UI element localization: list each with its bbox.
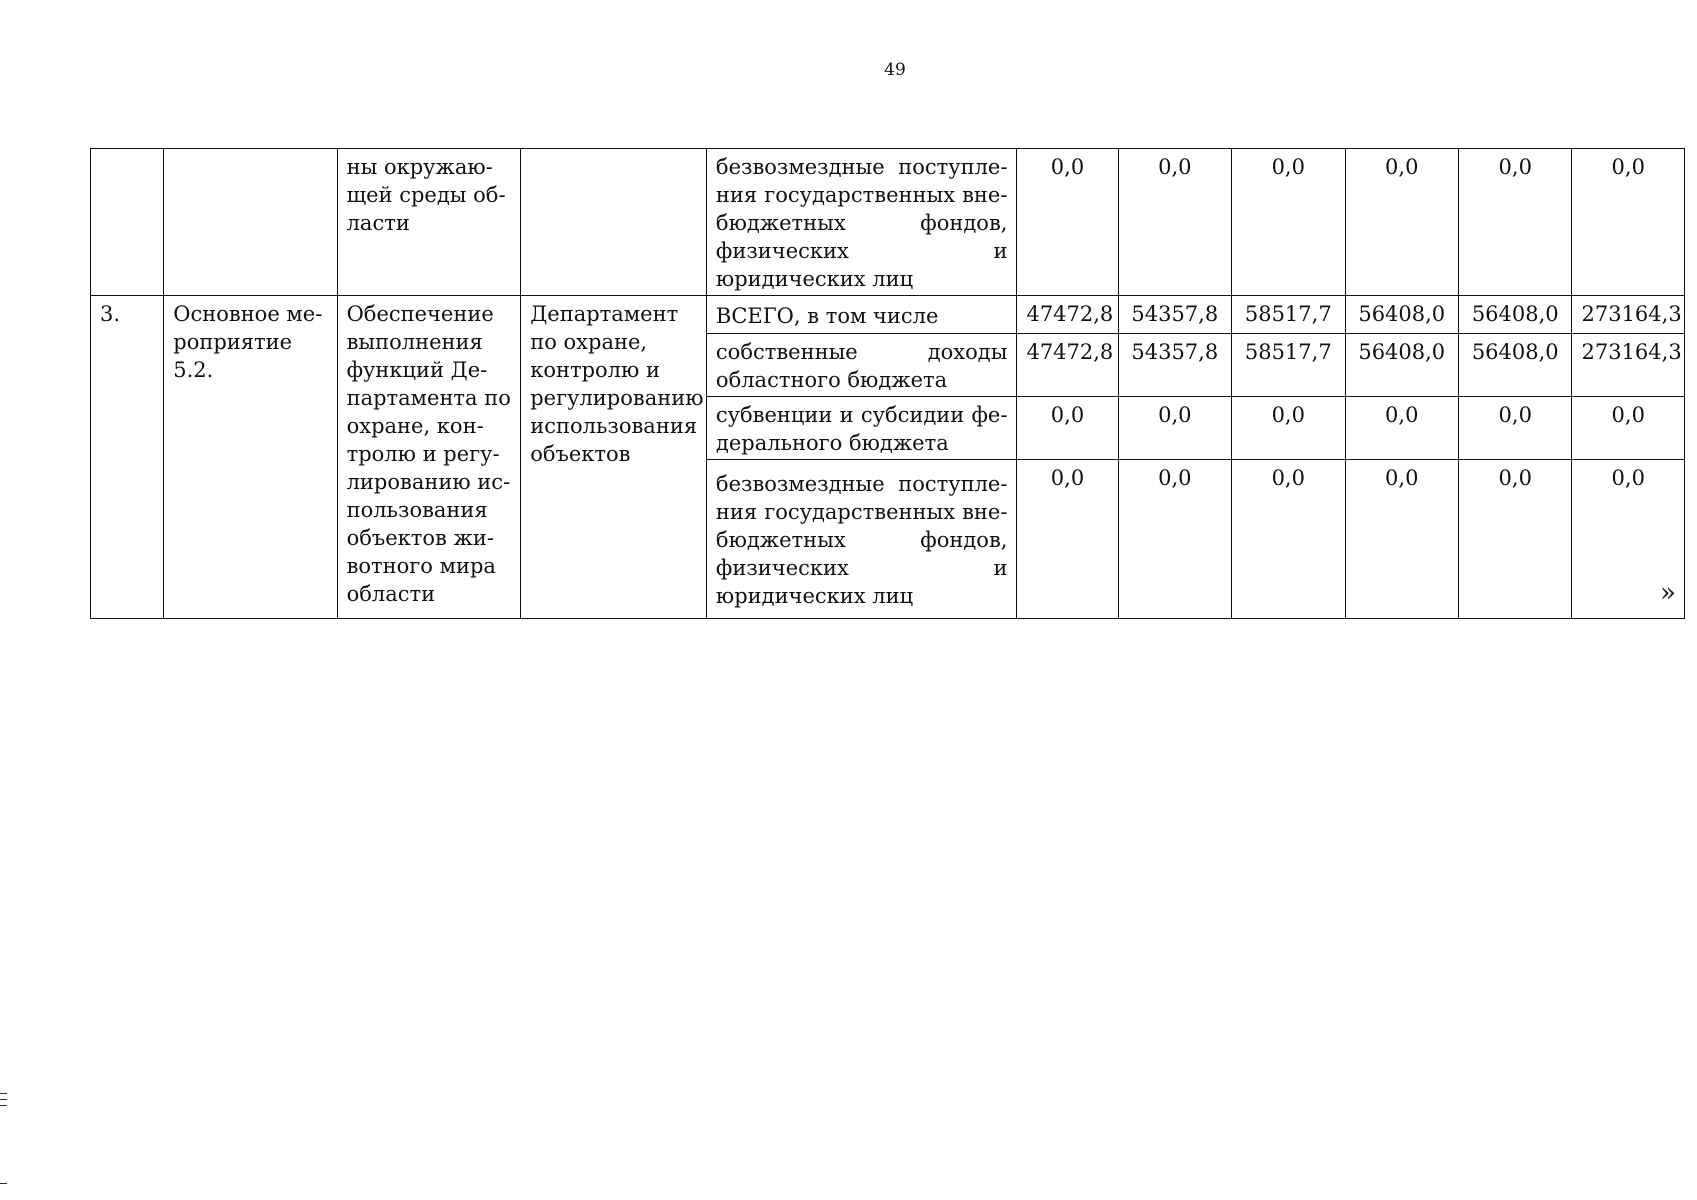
table-row-continuation [91, 149, 1685, 296]
cell-value-total: 0,0 [1572, 460, 1685, 619]
cell-value: 0,0 [1459, 149, 1572, 296]
cell-value: 0,0 [1232, 397, 1345, 460]
cell-value: 0,0 [1345, 397, 1458, 460]
cell-funding-source: ВСЕГО, в том числе [706, 296, 1017, 334]
cell-value: 54357,8 [1118, 334, 1231, 397]
cell-item-name: Обеспечение выполнения функций Департамента по охране, контролю и регулированию использования объектов животного мира области [337, 296, 521, 619]
cell-value: 0,0 [1017, 460, 1118, 619]
cell-value: 56408,0 [1459, 296, 1572, 334]
cell-value: 56408,0 [1345, 334, 1458, 397]
cell-value: 58517,7 [1232, 296, 1345, 334]
cell-value-total: 0,0 [1572, 149, 1685, 296]
cell-value: 0,0 [1345, 149, 1458, 296]
cell-value: 0,0 [1232, 149, 1345, 296]
cell-number-empty [91, 149, 164, 296]
cell-value: 0,0 [1459, 460, 1572, 619]
cell-value: 56408,0 [1459, 334, 1572, 397]
cell-value: 0,0 [1017, 397, 1118, 460]
budget-table [90, 148, 1685, 619]
cell-item-executor: Департамент по охране, контролю и регулированию использования объектов [521, 296, 707, 619]
closing-quote: » [1660, 578, 1676, 608]
page-number: 49 [884, 60, 906, 80]
cell-event-name-continuation: ны окружающей среды области [337, 149, 521, 296]
cell-value-total: 0,0 [1572, 397, 1685, 460]
cell-value: 56408,0 [1345, 296, 1458, 334]
cell-type-empty [164, 149, 337, 296]
cell-value: 0,0 [1118, 460, 1231, 619]
cell-value: 0,0 [1232, 460, 1345, 619]
cell-value-total: 273164,3 [1572, 334, 1685, 397]
margin-mark [0, 1105, 7, 1106]
cell-item-type: Основное мероприятие 5.2. [164, 296, 337, 619]
cell-value: 47472,8 [1017, 334, 1118, 397]
cell-funding-source: безвозмездные поступления государственных внебюджетных фондов, физических и юридических лиц [706, 149, 1017, 296]
cell-funding-source: собственные доходы областного бюджета [706, 334, 1017, 397]
margin-mark [0, 1099, 7, 1100]
cell-executor-empty [521, 149, 707, 296]
cell-value: 47472,8 [1017, 296, 1118, 334]
cell-value: 54357,8 [1118, 296, 1231, 334]
cell-value: 0,0 [1118, 397, 1231, 460]
cell-funding-source: субвенции и субсидии федерального бюджета [706, 397, 1017, 460]
cell-funding-source: безвозмездные поступления государственных внебюджетных фондов, физических и юридических лиц [706, 460, 1017, 619]
cell-value: 0,0 [1118, 149, 1231, 296]
margin-mark [0, 1183, 7, 1184]
margin-mark [0, 1093, 7, 1094]
cell-value: 0,0 [1345, 460, 1458, 619]
cell-value: 0,0 [1017, 149, 1118, 296]
cell-value: 58517,7 [1232, 334, 1345, 397]
cell-item-number: 3. [91, 296, 164, 619]
cell-value: 0,0 [1459, 397, 1572, 460]
cell-value-total: 273164,3 [1572, 296, 1685, 334]
table-row-total [91, 296, 1685, 334]
